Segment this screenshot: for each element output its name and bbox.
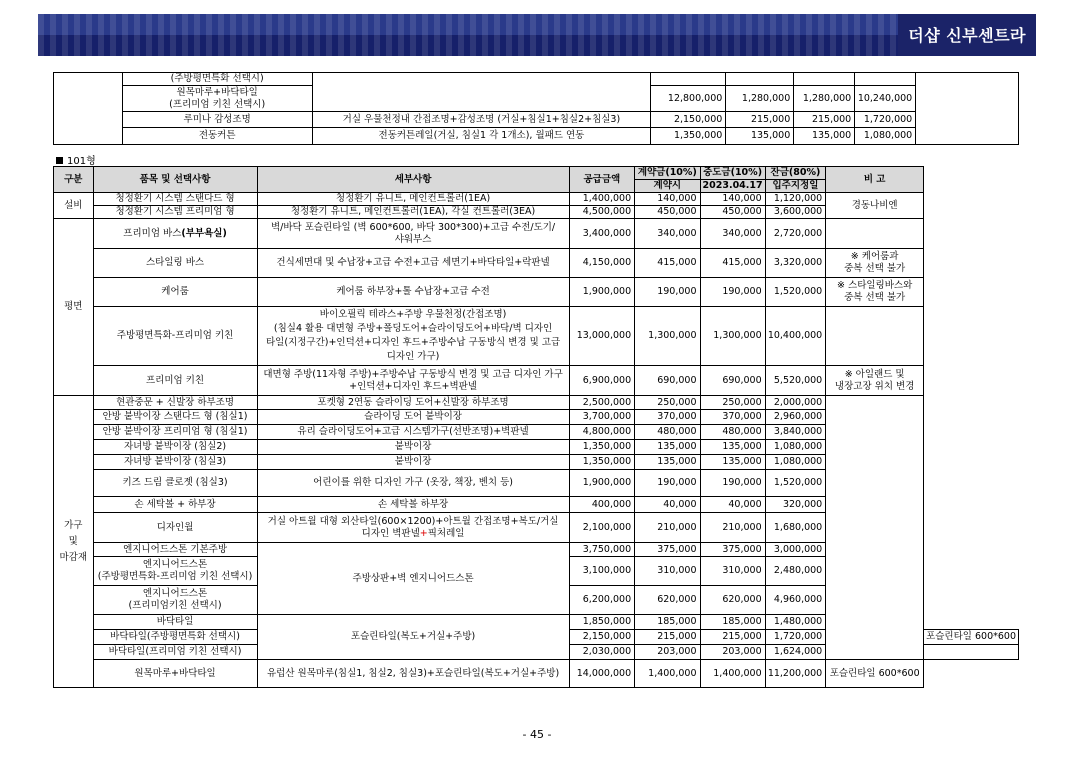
item-cell: 루미나 감성조명	[122, 112, 312, 128]
table-row: 디자인월 거실 아트월 대형 외산타일(600×1200)+아트월 간접조명+복도/거실 디자인 벽판넬+픽처레일 2,100,000 210,000 210,000 1,680,000	[54, 513, 1019, 543]
table-row: 자녀방 붙박이장 (침실3) 붙박이장 1,350,000 135,000 135,000 1,080,000	[54, 455, 1019, 470]
table-row: 엔지니어드스톤 (주방평면특화-프리미엄 키친 선택시) 3,100,000 310,000 310,000 2,480,000	[54, 557, 1019, 586]
table-row: 설비 청정환기 시스템 스탠다드 형 청정환기 유니트, 메인컨트롤러(1EA) 1,400,000 140,000 140,000 1,120,000 경동나비엔	[54, 193, 1019, 206]
detail-cell: 포슬린타일(복도+거실+주방)	[257, 615, 569, 660]
table-row: 평면 프리미엄 바스(부부욕실) 벽/바닥 포슬린타일 (벽 600*600, 바닥 300*300)+고급 수전/도기/ 샤워부스 3,400,000 340,000 340,000 2,720,000	[54, 219, 1019, 249]
table-row: 루미나 감성조명 거실 우물천정내 간접조명+감성조명 (거실+침실1+침실2+침실3) 2,150,000 215,000 215,000 1,720,000	[54, 112, 1019, 128]
category-cell: 설비	[54, 193, 94, 219]
item-cell: 원목마루+바닥타일 (프리미엄 키친 선택시)	[122, 86, 312, 112]
table-row: 가구 및 마감재 현관중문 + 신발장 하부조명 포켓형 2연동 슬라이딩 도어+신발장 하부조명 2,500,000 250,000 250,000 2,000,000	[54, 396, 1019, 410]
page-number: - 45 -	[522, 728, 552, 741]
table-row: 청정환기 시스템 프리미엄 형 청정환기 유니트, 메인컨트롤러(1EA), 각실 컨트롤러(3EA) 4,500,000 450,000 450,000 3,600,000	[54, 206, 1019, 219]
options-table	[53, 166, 1019, 688]
table-row: 엔지니어드스톤 (프리미엄키친 선택시) 6,200,000 620,000 620,000 4,960,000	[54, 586, 1019, 615]
note-cell: ※ 아일랜드 및 냉장고장 위치 변경	[826, 366, 924, 396]
table-row: 안방 붙박이장 스탠다드 형 (침실1) 슬라이딩 도어 붙박이장 3,700,000 370,000 370,000 2,960,000	[54, 410, 1019, 425]
header-row: 계약시 2023.04.17 입주지정일	[54, 180, 1019, 193]
note-cell	[916, 73, 1019, 145]
table-row: 스타일링 바스 건식세면대 및 수납장+고급 수전+고급 세면기+바닥타일+락판넬 4,150,000 415,000 415,000 3,320,000 ※ 케어룸과 중복 선택 불가	[54, 249, 1019, 278]
banner-title: 더샵 신부센트라	[908, 26, 1026, 45]
detail-cell: 전동커튼레일(거실, 침실1 각 1개소), 월패드 연동	[312, 128, 651, 145]
table-row: 프리미엄 키친 대면형 주방(11자형 주방)+주방수납 구동방식 변경 및 고급 디자인 가구 +인덕션+디자인 후드+벽판넬 6,900,000 690,000 690,000 5,520,000 ※ 아일랜드 및 냉장고장 위치 변경	[54, 366, 1019, 396]
detail-cell: 주방상판+벽 엔지니어드스톤	[257, 543, 569, 615]
table-row: 케어룸 케어룸 하부장+톨 수납장+고급 수전 1,900,000 190,000 190,000 1,520,000 ※ 스타일링바스와 중복 선택 불가	[54, 278, 1019, 307]
header-banner	[38, 14, 1036, 56]
table-row: 원목마루+바닥타일 (프리미엄 키친 선택시) 12,800,000 1,280,000 1,280,000 10,240,000	[54, 86, 1019, 112]
table-row: 엔지니어드스톤 기본주방 주방상판+벽 엔지니어드스톤 3,750,000 375,000 375,000 3,000,000	[54, 543, 1019, 557]
note-cell: ※ 케어룸과 중복 선택 불가	[826, 249, 924, 278]
note-cell: 포슬린타일 600*600	[924, 630, 1019, 645]
detail-cell	[312, 73, 651, 112]
table-row: 안방 붙박이장 프리미엄 형 (침실1) 유리 슬라이딩도어+고급 시스템가구(선반조명)+벽판넬 4,800,000 480,000 480,000 3,840,000	[54, 425, 1019, 440]
category-cell: 평면	[54, 219, 94, 396]
section-label: 101형	[56, 152, 96, 167]
note-cell: 포슬린타일 600*600	[826, 660, 924, 688]
table-row	[54, 73, 1019, 86]
table-row: 키즈 드림 클로젯 (침실3) 어린이를 위한 디자인 가구 (옷장, 책장, 벤치 등) 1,900,000 190,000 190,000 1,520,000	[54, 470, 1019, 497]
continuation-table	[53, 72, 1019, 145]
category-cell: 가구 및 마감재	[54, 396, 94, 688]
note-cell: 경동나비엔	[826, 193, 924, 219]
item-cell: (주방평면특화 선택시)	[122, 73, 312, 86]
note-cell: ※ 스타일링바스와 중복 선택 불가	[826, 278, 924, 307]
item-cell: 전동커튼	[122, 128, 312, 145]
square-bullet-icon	[56, 157, 63, 164]
table-row: 전동커튼 전동커튼레일(거실, 침실1 각 1개소), 월패드 연동 1,350,000 135,000 135,000 1,080,000	[54, 128, 1019, 145]
category-cell	[54, 73, 123, 145]
table-row: 원목마루+바닥타일 유럽산 원목마루(침실1, 침실2, 침실3)+포슬린타일(복도+거실+주방) 14,000,000 1,400,000 1,400,000 11,200,000 포슬린타일 600*600	[54, 660, 1019, 688]
table-row: 주방평면특화-프리미엄 키친 바이오필릭 테라스+주방 우물천정(간접조명) (침실4 활용 대면형 주방+폴딩도어+슬라이딩도어+바닥/벽 디자인 타일(지정구간)+인덕션+디자인 후드+주방수납 구동방식 변경 및 고급 디자인 가구) 13,000,000 1,300,000 1,300,000 10,400,000	[54, 307, 1019, 366]
table-row: 손 세탁볼 + 하부장 손 세탁볼 하부장 400,000 40,000 40,000 320,000	[54, 497, 1019, 513]
detail-cell: 거실 우물천정내 간접조명+감성조명 (거실+침실1+침실2+침실3)	[312, 112, 651, 128]
table-row: 자녀방 붙박이장 (침실2) 붙박이장 1,350,000 135,000 135,000 1,080,000	[54, 440, 1019, 455]
table-row: 바닥타일(주방평면특화 선택시) 2,150,000 215,000 215,000 1,720,000 포슬린타일 600*600	[54, 630, 1019, 645]
header-row: 구분 품목 및 선택사항 세부사항 공급금액 계약금(10%) 중도금(10%) 잔금(80%) 비 고	[54, 167, 1019, 180]
table-row: 바닥타일 포슬린타일(복도+거실+주방) 1,850,000 185,000 185,000 1,480,000	[54, 615, 1019, 630]
table-row: 바닥타일(프리미엄 키친 선택시) 2,030,000 203,000 203,000 1,624,000	[54, 645, 1019, 660]
banner-pattern	[38, 14, 898, 56]
